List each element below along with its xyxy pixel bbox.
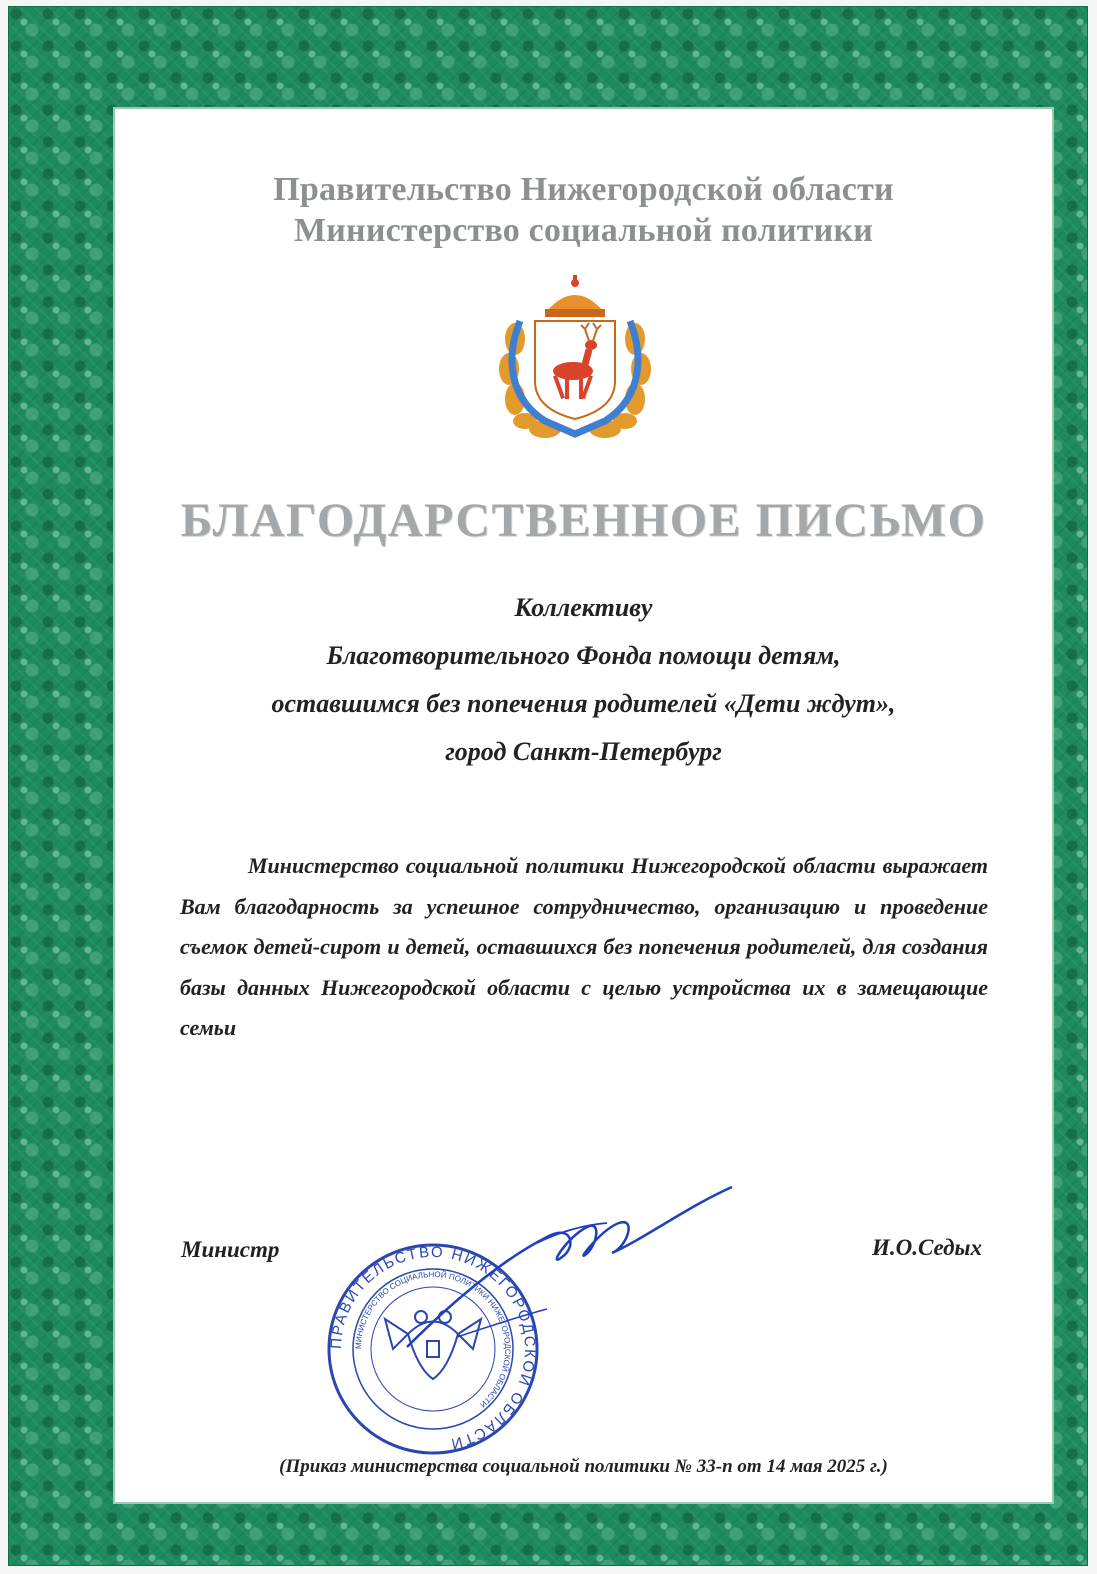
recipient-line-4: город Санкт-Петербург [445,737,722,766]
signer-name: И.О.Седых [871,1235,982,1260]
letter-title: БЛАГОДАРСТВЕННОЕ ПИСЬМО [180,494,987,547]
certificate-sheet [115,109,1052,1502]
recipient-line-3: оставшимся без попечения родителей «Дети ждут», [271,689,896,718]
handwritten-signature [397,1177,737,1357]
header-government: Правительство Нижегородской области [273,171,894,208]
order-reference: (Приказ министерства социальной политики № 33-п от 14 мая 2025 г.) [279,1456,888,1477]
seal-outer-text: ПРАВИТЕЛЬСТВО НИЖЕГОРОДСКОЙ ОБЛАСТИ [327,1243,539,1453]
seal-inner-text: МИНИСТЕРСТВО СОЦИАЛЬНОЙ ПОЛИТИКИ НИЖЕГОРОДСКОЙ ОБЛАСТИ [353,1269,513,1410]
recipient-line-2: Благотворительного Фонда помощи детям, [326,641,841,670]
certificate-frame [8,6,1088,1566]
signer-position: Министр [181,1237,280,1262]
letter-body: Министерство социальной политики Нижегородской области выражает Вам благодарность за успешное сотрудничество, организацию и проведение съемок детей-сирот и детей, оставшихся без попечения родителей, для создания базы данных Нижегородской области с целью устройства их в замещающие семьи [180,853,988,1040]
coat-of-arms-deer-icon [485,269,665,449]
recipient-line-1: Коллективу [514,593,653,622]
header-ministry: Министерство социальной политики [293,212,874,249]
